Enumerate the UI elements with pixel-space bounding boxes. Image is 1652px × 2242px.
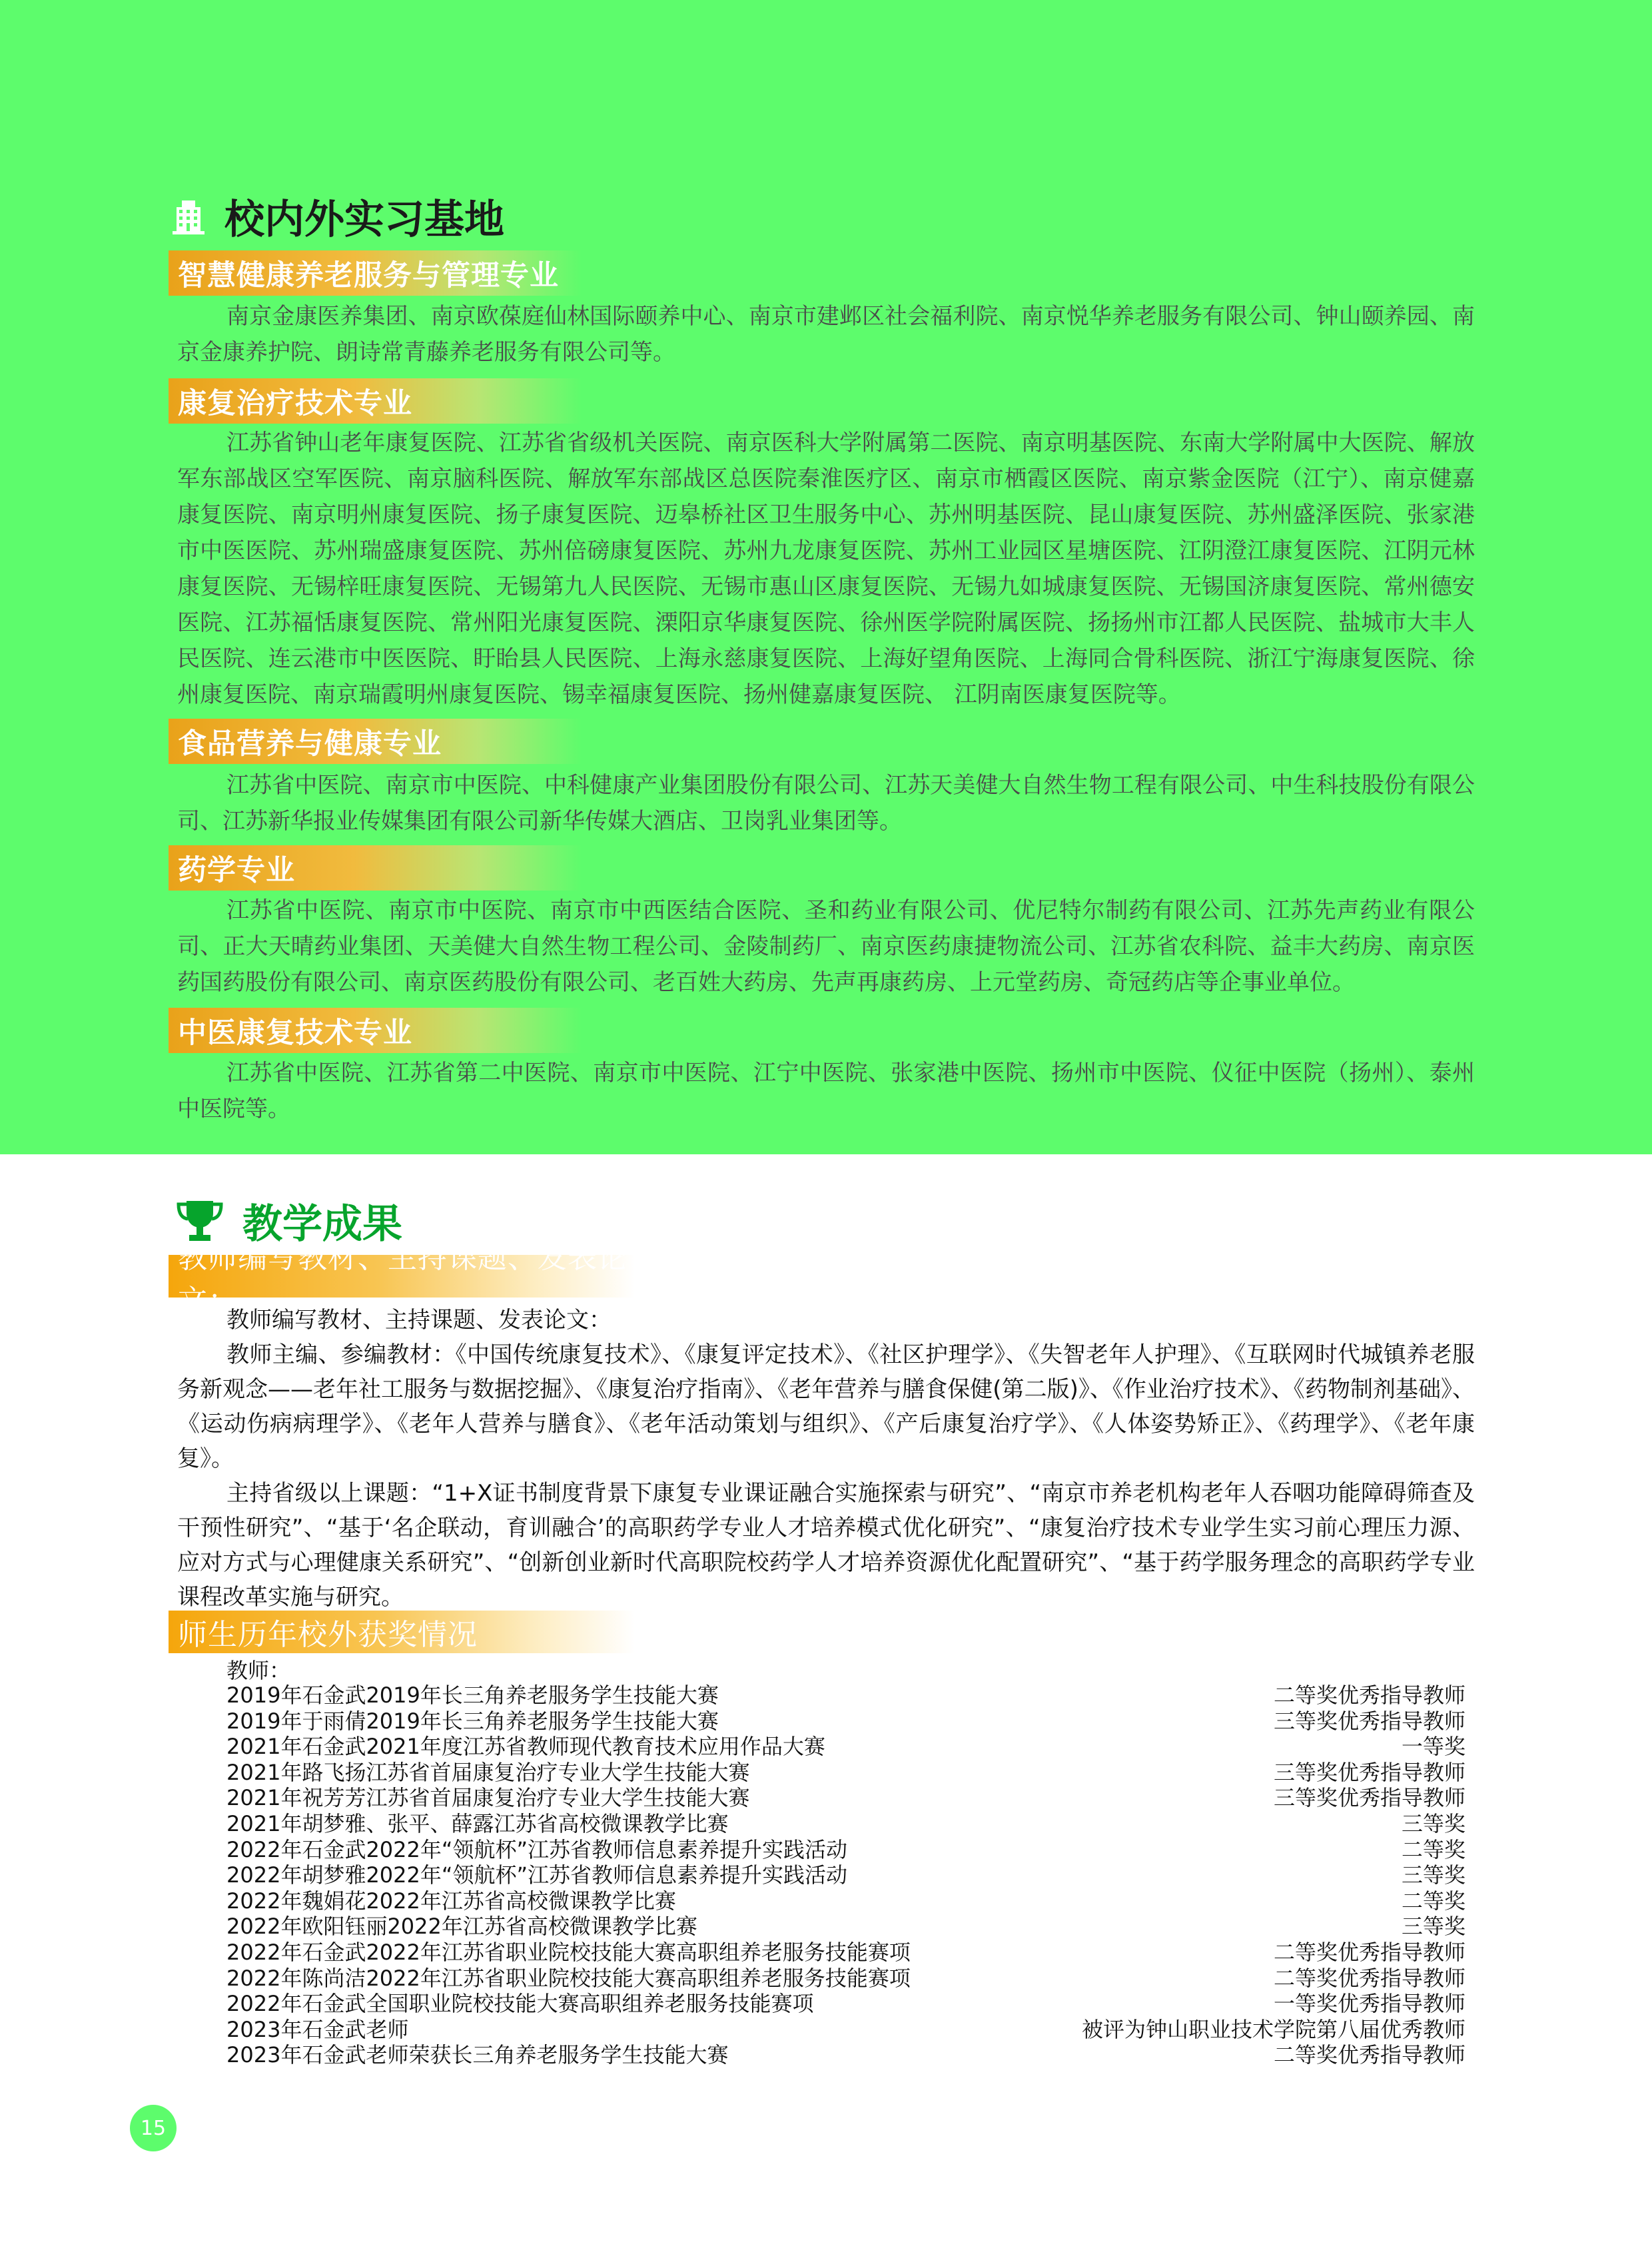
building-icon: [170, 198, 207, 235]
major-bases-text: 江苏省中医院、南京市中医院、中科健康产业集团股份有限公司、江苏天美健大自然生物工程有限公司、中生科技股份有限公司、江苏新华报业传媒集团有限公司新华传媒大酒店、卫岗乳业集团等。: [177, 772, 1475, 835]
award-prize: 三等奖: [1401, 1914, 1465, 1940]
award-event: 2019年石金武2019年长三角养老服务学生技能大赛: [226, 1682, 719, 1708]
section-header-practice-bases: [170, 188, 504, 245]
award-event: 2023年石金武老师: [226, 2016, 409, 2042]
award-row: [226, 1811, 1465, 1837]
textbooks-text: 教师主编、参编教材：《中国传统康复技术》、《康复评定技术》、《社区护理学》、《失智老年人护理》、《互联网时代城镇养老服务新观念——老年社工服务与数据挖掘》、《康复治疗指南》、《老年营养与膳食保健(第二版)》、《作业治疗技术》、《药物制剂基础》、《运动伤病病理学》、《老年人营养与膳食》、《老年活动策划与组织》、《产后康复治疗学》、《人体姿势矫正》、《药理学》、《老年康复》。: [177, 1341, 1475, 1472]
award-event: 2022年陈尚洁2022年江苏省职业院校技能大赛高职组养老服务技能赛项: [226, 1965, 911, 1991]
award-row: [226, 1837, 1465, 1863]
award-row: [226, 1862, 1465, 1888]
major-heading-pharmacy: 药学专业: [169, 845, 582, 891]
award-row: [226, 1708, 1465, 1734]
award-prize: 二等奖: [1401, 1836, 1465, 1862]
award-row: [226, 1888, 1465, 1914]
award-prize: 一等奖: [1401, 1734, 1465, 1760]
award-prize: 二等奖: [1401, 1888, 1465, 1914]
section-title: 校内外实习基地: [224, 196, 504, 243]
subheading-awards: 师生历年校外获奖情况: [169, 1611, 635, 1653]
award-prize: 二等奖优秀指导教师: [1273, 1965, 1465, 1991]
award-event: 2021年路飞扬江苏省首届康复治疗专业大学生技能大赛: [226, 1759, 750, 1785]
award-row: [226, 1914, 1465, 1940]
award-row: [226, 1682, 1465, 1708]
award-prize: 一等奖优秀指导教师: [1273, 1991, 1465, 2017]
major-heading-smart-elderly-care: 智慧健康养老服务与管理专业: [169, 250, 582, 296]
award-row: [226, 1966, 1465, 1992]
award-event: 2022年石金武2022年江苏省职业院校技能大赛高职组养老服务技能赛项: [226, 1939, 911, 1965]
award-prize: 被评为钟山职业技术学院第八届优秀教师: [1081, 2016, 1465, 2042]
section-title: 教学成果: [242, 1201, 402, 1248]
page-number: 15: [130, 2105, 177, 2151]
award-row: [226, 1734, 1465, 1760]
award-event: 2021年祝芳芳江苏省首届康复治疗专业大学生技能大赛: [226, 1785, 750, 1811]
award-prize: 三等奖: [1401, 1810, 1465, 1836]
award-event: 2021年石金武2021年度江苏省教师现代教育技术应用作品大赛: [226, 1734, 825, 1760]
major-bases-text: 江苏省中医院、南京市中医院、南京市中西医结合医院、圣和药业有限公司、优尼特尔制药有限公司、江苏先声药业有限公司、正大天晴药业集团、天美健大自然生物工程公司、金陵制药厂、南京医药康捷物流公司、江苏省农科院、益丰大药房、南京医药国药股份有限公司、南京医药股份有限公司、老百姓大药房、先声再康药房、上元堂药房、奇冠药店等企事业单位。: [177, 897, 1475, 996]
award-row: [226, 1760, 1465, 1786]
award-event: 2022年石金武全国职业院校技能大赛高职组养老服务技能赛项: [226, 1991, 814, 2017]
award-event: 2021年胡梦雅、张平、薛露江苏省高校微课教学比赛: [226, 1810, 729, 1836]
award-prize: 三等奖优秀指导教师: [1273, 1708, 1465, 1734]
award-event: 2022年魏娟花2022年江苏省高校微课教学比赛: [226, 1888, 676, 1914]
major-heading-food-nutrition: 食品营养与健康专业: [169, 719, 582, 764]
award-event: 2022年欧阳钰丽2022年江苏省高校微课教学比赛: [226, 1914, 697, 1940]
award-event: 2019年于雨倩2019年长三角养老服务学生技能大赛: [226, 1708, 719, 1734]
award-row: [226, 1785, 1465, 1811]
award-row: [226, 2017, 1465, 2043]
publications-intro: 教师编写教材、主持课题、发表论文：: [226, 1307, 612, 1333]
awards-label: 教师：: [226, 1658, 291, 1683]
award-prize: 三等奖: [1401, 1862, 1465, 1888]
research-projects-text: 主持省级以上课题：“1+X证书制度背景下康复专业课证融合实施探索与研究”、“南京市养老机构老年人吞咽功能障碍筛查及干预性研究”、“基于‘名企联动，育训融合’的高职药学专业人才培养模式优化研究”、“康复治疗技术专业学生实习前心理压力源、应对方式与心理健康关系研究”、“创新创业新时代高职院校药学人才培养资源优化配置研究”、“基于药学服务理念的高职药学专业课程改革实施与研究。: [177, 1480, 1475, 1611]
subheading-teacher-publications: 教师编写教材、主持课题、发表论文：: [169, 1255, 635, 1298]
award-event: 2023年石金武老师荣获长三角养老服务学生技能大赛: [226, 2042, 729, 2068]
award-event: 2022年胡梦雅2022年“领航杯”江苏省教师信息素养提升实践活动: [226, 1862, 848, 1888]
major-bases-text: 南京金康医养集团、南京欧葆庭仙林国际颐养中心、南京市建邺区社会福利院、南京悦华养老服务有限公司、钟山颐养园、南京金康养护院、朗诗常青藤养老服务有限公司等。: [177, 303, 1475, 366]
major-heading-rehabilitation: 康复治疗技术专业: [169, 378, 582, 424]
award-prize: 三等奖优秀指导教师: [1273, 1759, 1465, 1785]
award-prize: 二等奖优秀指导教师: [1273, 1939, 1465, 1965]
major-heading-tcm-rehabilitation: 中医康复技术专业: [169, 1008, 582, 1053]
major-bases-text: 江苏省中医院、江苏省第二中医院、南京市中医院、江宁中医院、张家港中医院、扬州市中医院、仪征中医院（扬州）、泰州中医院等。: [177, 1060, 1475, 1122]
award-row: [226, 2042, 1465, 2068]
award-row: [226, 1991, 1465, 2017]
awards-list: [226, 1659, 1465, 2068]
award-event: 2022年石金武2022年“领航杯”江苏省教师信息素养提升实践活动: [226, 1836, 848, 1862]
award-prize: 二等奖优秀指导教师: [1273, 1682, 1465, 1708]
major-bases-text: 江苏省钟山老年康复医院、江苏省省级机关医院、南京医科大学附属第二医院、南京明基医院、东南大学附属中大医院、解放军东部战区空军医院、南京脑科医院、解放军东部战区总医院秦淮医疗区、南京市栖霞区医院、南京紫金医院（江宁）、南京健嘉康复医院、南京明州康复医院、扬子康复医院、迈皋桥社区卫生服务中心、苏州明基医院、昆山康复医院、苏州盛泽医院、张家港市中医医院、苏州瑞盛康复医院、苏州倍磅康复医院、苏州九龙康复医院、苏州工业园区星塘医院、江阴澄江康复医院、江阴元林康复医院、无锡梓旺康复医院、无锡第九人民医院、无锡市惠山区康复医院、无锡九如城康复医院、无锡国济康复医院、常州德安医院、江苏福恬康复医院、常州阳光康复医院、溧阳京华康复医院、徐州医学院附属医院、扬扬州市江都人民医院、盐城市大丰人民医院、连云港市中医医院、盱眙县人民医院、上海永慈康复医院、上海好望角医院、上海同合骨科医院、浙江宁海康复医院、徐州康复医院、南京瑞霞明州康复医院、锡幸福康复医院、扬州健嘉康复医院、 江阴南医康复医院等。: [177, 430, 1475, 708]
award-prize: 三等奖优秀指导教师: [1273, 1785, 1465, 1811]
award-row: [226, 1940, 1465, 1966]
award-prize: 二等奖优秀指导教师: [1273, 2042, 1465, 2068]
